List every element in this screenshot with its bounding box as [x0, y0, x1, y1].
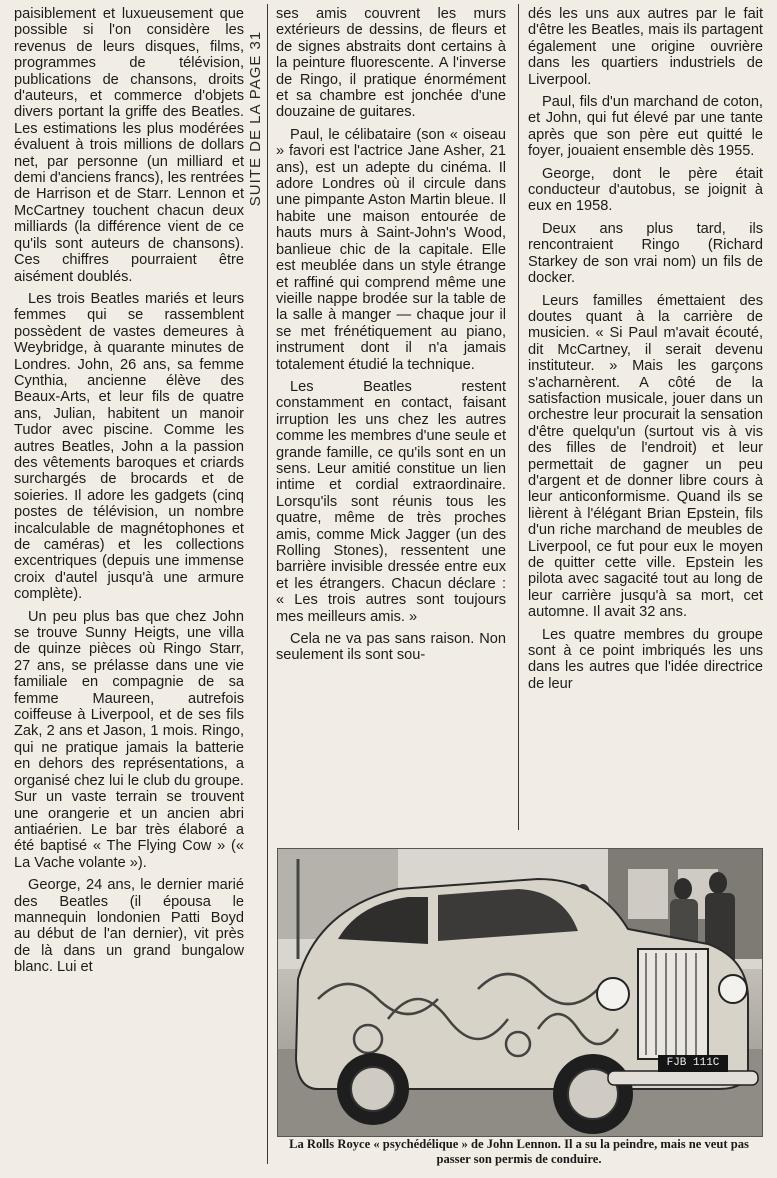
paragraph: paisiblement et luxueusement que possible si l'on considère les revenus de leurs disques, films, programmes de télévision, publications de chansons, droits d'auteurs, et commerce d'objets divers portant la griffe des Beatles. Les estimations les plus modérées évaluent à trois millions de dollars net, par personne (un milliard et demi d'anciens francs), les rentrées de Harrison et de Starr. Lennon et McCartney touchent chacun deux milliards (la différence vient de ce qu'ils sont auteurs de chansons). Ces chiffres pourraient être aisément doublés. — [14, 6, 244, 285]
paragraph: ses amis couvrent les murs extérieurs de dessins, de fleurs et de signes abstraits dont certains à la peinture fluorescente. A l'inverse de Ringo, il pratique énormément et sa chambre est jonchée d'une douzaine de guitares. — [276, 6, 506, 121]
paragraph: Les Beatles restent constamment en contact, faisant irruption les uns chez les autres comme les membres d'une seule et grande famille, ce qu'ils sont en un sens. Leur amitié constitue un lien intime et cordial extraordinaire. Lorsqu'ils sont réunis tous les quatre, même de très proches amis, comme Mick Jagger (un des Rolling Stones), ressentent une barrière invisible dressée entre eux et les étrangers. Chacun déclare : « Les trois autres sont toujours mes meilleurs amis. » — [276, 378, 506, 625]
paragraph: Les quatre membres du groupe sont à ce point imbriqués les uns dans les autres que l'idée directrice de leur — [528, 626, 763, 692]
license-plate-text: FJB 111C — [666, 1057, 720, 1069]
paragraph: Deux ans plus tard, ils rencontraient Ringo (Richard Starkey de son vrai nom) un fils de docker. — [528, 220, 763, 287]
continuation-label — [246, 18, 266, 218]
side-label-text: SUITE DE LA PAGE 31 — [247, 30, 265, 206]
car-illustration — [278, 849, 762, 1136]
paragraph: Les trois Beatles mariés et leurs femmes qui se rassemblent possèdent de vastes demeures à Weybridge, à quarante minutes de Londres. John, 26 ans, sa femme Cynthia, ancienne élève des Beaux-Arts, et leur fils de quatre ans, Julian, habitent un manoir Tudor avec piscine. Comme les autres Beatles, John a la passion des vêtements baroques et criards surchargés de brocards et de soieries. Il adore les gadgets (cinq postes de télévision, un nombre incalculable de magnétophones et de caméras) et les collections excentriques (depuis une immense croix d'autel jusqu'à une armure complète). — [14, 290, 244, 603]
rolls-royce-photo — [277, 848, 763, 1137]
paragraph: dés les uns aux autres par le fait d'être les Beatles, mais ils partagent également une origine ouvrière dans les quartiers industriels de Liverpool. — [528, 6, 763, 88]
paragraph: Paul, fils d'un marchand de coton, et John, qui fut élevé par une tante après que son père eut quitté le foyer, jouaient ensemble dès 1955. — [528, 94, 763, 160]
text-column-1 — [14, 6, 244, 982]
text-column-3 — [528, 6, 763, 698]
paragraph: George, dont le père était conducteur d'autobus, se joignit à eux en 1958. — [528, 165, 763, 215]
paragraph: Cela ne va pas sans raison. Non seulement ils sont sou- — [276, 631, 506, 664]
paragraph: Un peu plus bas que chez John se trouve Sunny Heigts, une villa de quinze pièces où Ringo Starr, 27 ans, se prélasse dans une vie familiale en compagnie de sa femme Maureen, autrefois coiffeuse à Liverpool, et de ses fils Zak, 2 ans et Jason, 1 mois. Ringo, qui ne pratique jamais la batterie en dehors des représentations, a organisé chez lui le club du groupe. Sur un vaste terrain se trouvent une orangerie et un ancien abri antiaérien. Le bar très élaboré a été baptisé « The Flying Cow » (« La Vache volante »). — [14, 608, 244, 871]
photo-caption: La Rolls Royce « psychédélique » de John Lennon. Il a su la peindre, mais ne veut pas passer son permis de conduire. — [289, 1137, 749, 1166]
paragraph: Leurs familles émettaient des doutes quant à la carrière de musicien. « Si Paul m'avait écouté, dit McCartney, il serait devenu instituteur. » Mais les garçons s'acharnèrent. A côté de la satisfaction musicale, jouer dans un orchestre leur procurait la sensation d'être quelqu'un (surtout vis à vis des filles de l'endroit) et leur permettait de gagner un peu d'argent et de donner libre cours à leur anticonformisme. Quand ils se lièrent à l'élégant Brian Epstein, fils d'un riche marchand de meubles de Liverpool, ce fut pour eux le moyen de quitter cette ville. Epstein les pilota avec sagacité tout au long de leur carrière jusqu'à sa mort, cet automne. Il avait 32 ans. — [528, 292, 763, 621]
text-column-2 — [276, 6, 506, 670]
column-rule — [518, 4, 519, 830]
column-rule — [267, 4, 268, 1164]
paragraph: Paul, le célibataire (son « oiseau » favori est l'actrice Jane Asher, 21 ans), est un adepte du cinéma. Il adore Londres où il circule dans une pimpante Aston Martin bleue. Il habite une maison entourée de hauts murs à Saint-John's Wood, banlieue chic de la capitale. Elle est meublée dans un style étrange et raffiné qui comprend même une vieille nappe brodée sur la table de la salle à manger — chaque jour il se met frénétiquement au piano, instrument dont il n'a jamais totalement étudié la technique. — [276, 126, 506, 373]
paragraph: George, 24 ans, le dernier marié des Beatles (il épousa le mannequin londonien Patti Boyd au début de l'an dernier), vit près de là dans un grand bungalow blanc. Lui et — [14, 877, 244, 976]
